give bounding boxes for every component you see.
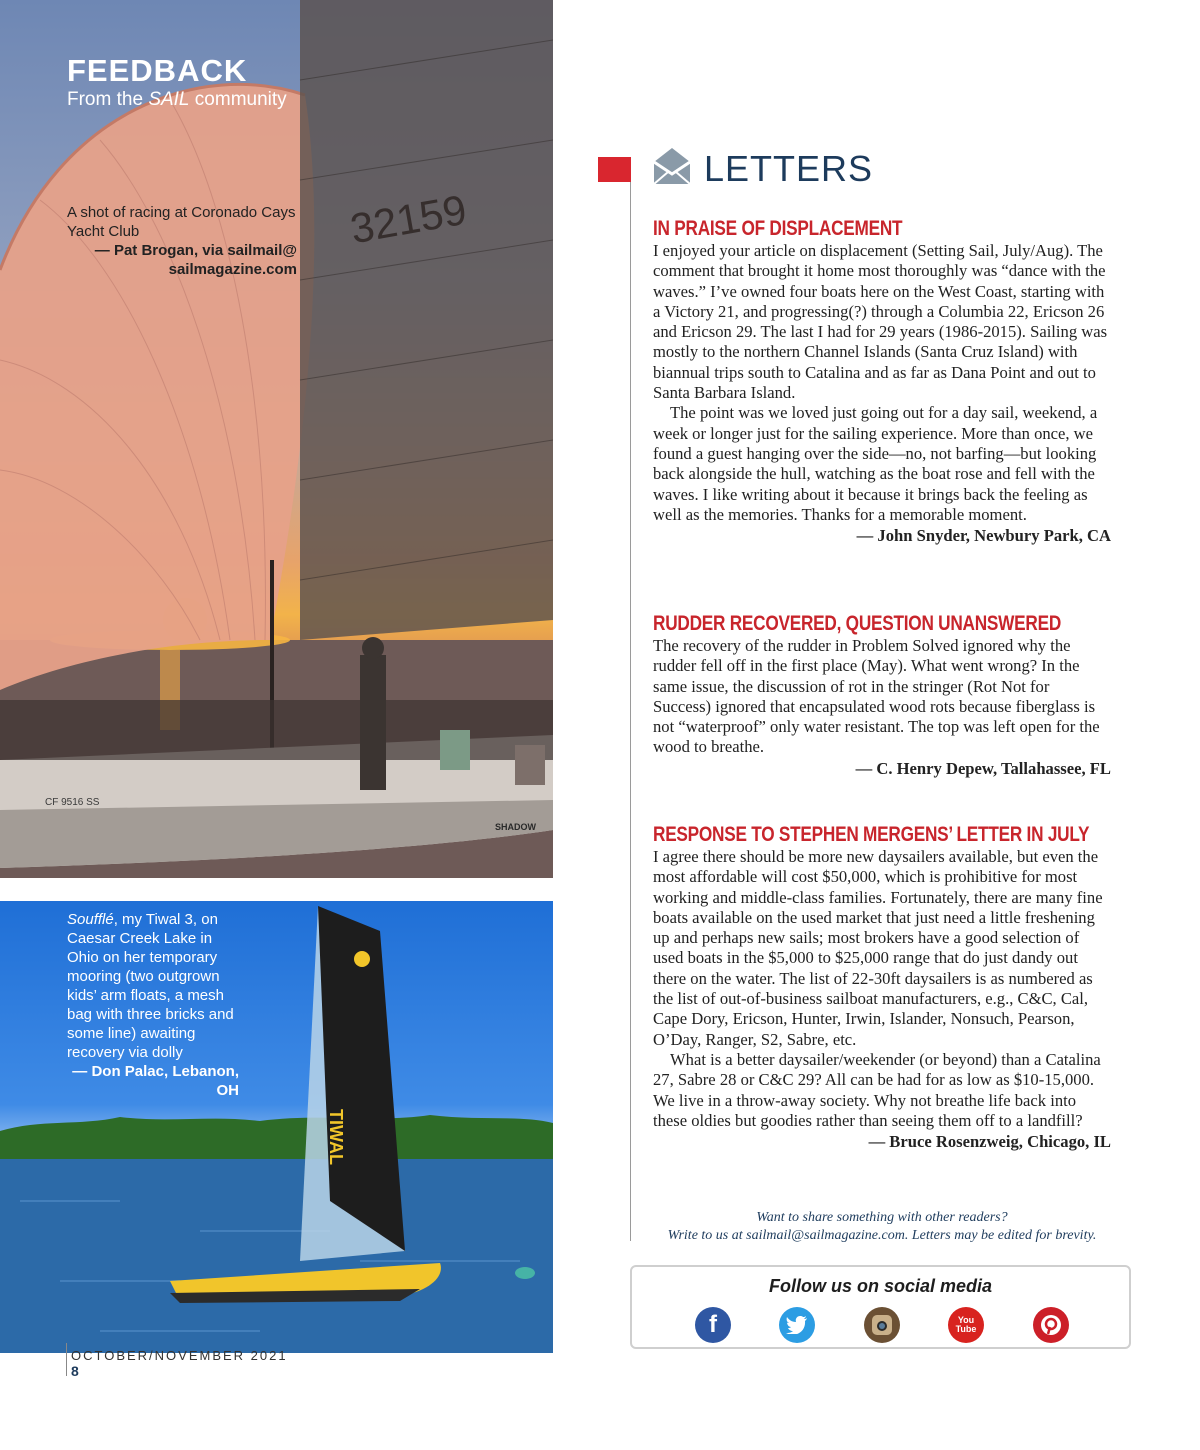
letters-header: LETTERS [704,148,874,189]
sunset-racing-photo [0,0,553,878]
social-media-box [630,1265,1131,1349]
letter-3-paragraph-1: I agree there should be more new daysailers available, but even the most affordable will cost $50,000, which is prohibitive for most working and middle-class families. Fortunately, there are many fine boats available on the used market that just need a little freshening up and perhaps new sails; most brokers have a good selection of used boats in the $5,000 to $25,000 range that do just dandy out there on the water. The list of 22-30ft daysailers is as numbered as the list of out-of-business sailboat manufacturers, e.g., C&C, Cal, Cape Dory, Ericson, Hunter, Irwin, Islander, Nonsuch, Pearson, O’Day, Ranger, S2, Sabre, etc. [653,847,1103,1049]
facebook-icon[interactable]: f [695,1307,731,1343]
footer-rule [66,1343,67,1376]
letter-1-signature: — John Snyder, Newbury Park, CA [856,526,1111,546]
share-note [632,1209,1132,1245]
share-note-line-1: Want to share something with other readers? [756,1210,1008,1225]
youtube-icon[interactable]: You Tube [948,1307,984,1343]
pinterest-icon[interactable] [1033,1307,1069,1343]
photo2-caption [67,910,239,1100]
photo2-credit: — Don Palac, Lebanon, OH [72,1063,239,1099]
letter-2-headline: RUDDER RECOVERED, QUESTION UNANSWERED [653,612,1062,635]
sunset-racing-illustration [0,0,553,878]
section-marker [598,157,631,182]
twitter-icon[interactable] [779,1307,815,1343]
instagram-icon[interactable] [864,1307,900,1343]
hull-number-text: CF 9516 SS [45,797,100,808]
letter-2 [653,612,1111,780]
sail-brand-text: TIWAL [326,1109,346,1165]
letter-3 [653,823,1111,1153]
feedback-subtitle: From the SAIL community [67,89,287,110]
page-number: 8 [71,1363,79,1379]
letter-3-headline: RESPONSE TO STEPHEN MERGENS’ LETTER IN JULY [653,823,1090,846]
letter-2-paragraph-1: The recovery of the rudder in Problem Solved ignored why the rudder fell off in the first place (May). What went wrong? In the same issue, the discussion of rot in the stringer (Rot Not for Success) ignored that encapsulated wood rots because fiberglass is not “waterproof” only water resistant. The top was left open for the wood to breathe. [653,636,1100,757]
letter-1-paragraph-2: The point was we loved just going out for a day sail, weekend, a week or longer just for the sailing experience. More than once, we found a guest hanging over the side—no, not barfing—but looking back alongside the hull, watching as the boat rose and fell with the waves. I like writing about it because it brings back the feeling as well as the memories. Thanks for a memorable moment. [653,403,1098,524]
sail-number-text: 32159 [346,185,470,253]
photo1-caption [67,203,297,279]
letter-3-signature: — Bruce Rosenzweig, Chicago, IL [868,1132,1111,1152]
envelope-icon [650,144,694,188]
share-note-line-2[interactable]: Write to us at sailmail@sailmagazine.com. Letters may be edited for brevity. [667,1228,1097,1243]
boat-name-text: SHADOW [495,822,536,832]
letter-1-paragraph-1: I enjoyed your article on displacement (Setting Sail, July/Aug). The comment that brought it home most thoroughly was “dance with the waves.” I’ve owned four boats here on the West Coast, starting with a Victory 21, and progressing(?) through a Columbia 22, Ericson 26 and Ericson 29. The last I had for 29 years (1986-2015). Sailing was mostly to the northern Channel Islands (Santa Cruz Island) with biannual trips south to Catalina and as far as Dana Point and out to Santa Barbara Island. [653,241,1108,403]
issue-date: OCTOBER/NOVEMBER 2021 [71,1348,288,1363]
social-title: Follow us on social media [768,1276,993,1296]
letter-3-paragraph-2: What is a better daysailer/weekender (or beyond) than a Catalina 27, Sabre 28 or C&C 29? All can be had for as low as $10-15,000. We live in a throw-away society. Why not breathe life back into these oldies but goodies rather than seeing them off to a landfill? [653,1049,1101,1130]
photo1-caption-text: A shot of racing at Coronado Cays Yacht Club [67,204,296,240]
feedback-title: FEEDBACK [67,53,248,88]
photo1-credit: — Pat Brogan, via sailmail@ sailmagazine.com [94,242,297,278]
column-divider [630,182,631,1241]
photo2-caption-text: Soufflé, my Tiwal 3, on Caesar Creek Lake in Ohio on her temporary mooring (two outgrown kids’ arm floats, a mesh bag with three bricks and some line) awaiting recovery via dolly [67,911,234,1061]
letter-1-headline: IN PRAISE OF DISPLACEMENT [653,217,903,240]
letter-1 [653,217,1111,547]
letter-2-signature: — C. Henry Depew, Tallahassee, FL [855,758,1111,778]
